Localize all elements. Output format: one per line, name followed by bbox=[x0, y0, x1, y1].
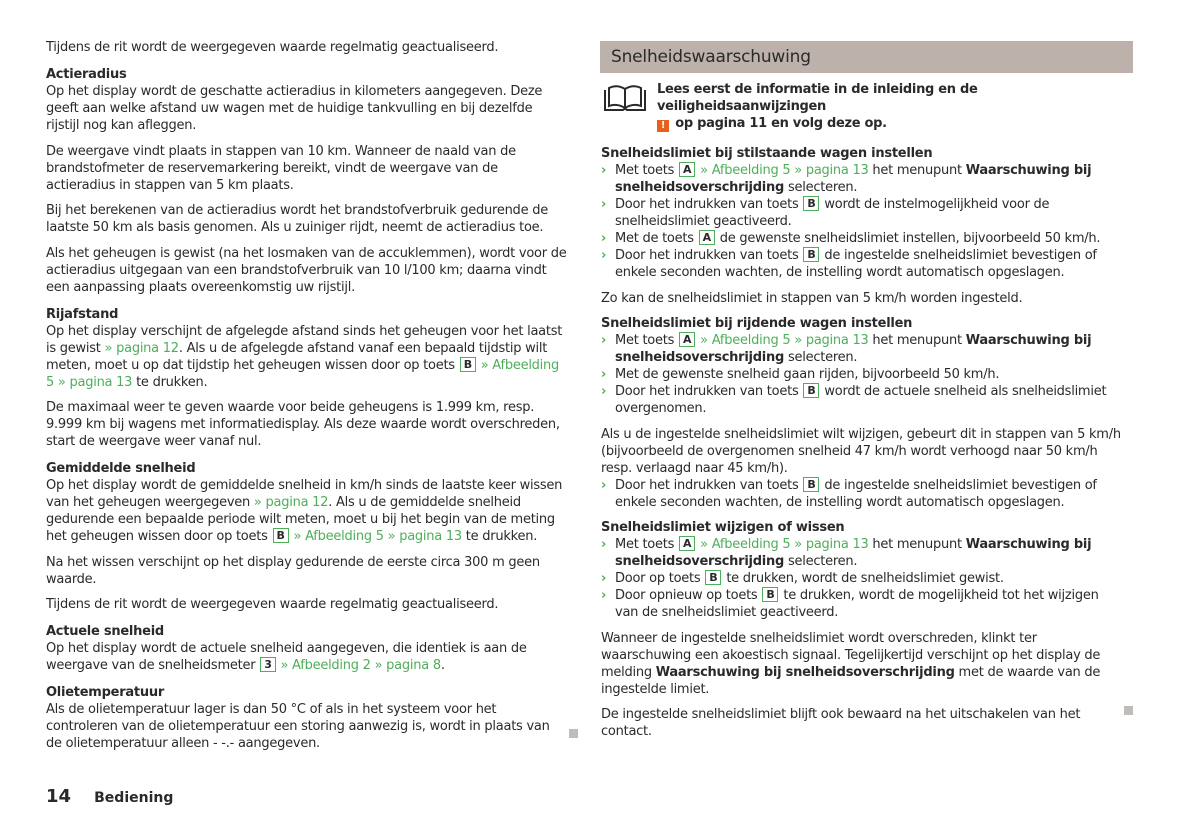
step-arrow-icon: › bbox=[601, 333, 607, 348]
step-item: › Door op toets B te drukken, wordt de snelheidslimiet gewist. bbox=[601, 571, 1004, 586]
paragraph: Op het display wordt de geschatte actieradius in kilometers aangegeven. Deze geeft aan welke afstand uw wagen met de huidige tankvulling en bij dezelfde rijstijl nog kan afleggen. bbox=[46, 84, 543, 133]
intro-paragraph: Tijdens de rit wordt de weergegeven waarde regelmatig geactualiseerd. bbox=[46, 40, 499, 55]
step-arrow-icon: › bbox=[601, 537, 607, 552]
step-arrow-icon: › bbox=[601, 197, 607, 212]
key-badge: B bbox=[803, 196, 819, 211]
step-arrow-icon: › bbox=[601, 231, 607, 246]
key-badge: B bbox=[803, 247, 819, 262]
text: . Als u de afgelegde afstand vanaf een bepaald tijdstip wilt meten, moet u op dat tijdstip het geheugen wissen door op toets bbox=[46, 340, 548, 373]
paragraph bbox=[46, 323, 568, 391]
section-title-bar bbox=[600, 41, 1133, 73]
heading-rijdend: Snelheidslimiet bij rijdende wagen instellen bbox=[601, 316, 913, 331]
text: Op het display verschijnt de afgelegde afstand sinds het geheugen voor het laatst is gewist bbox=[46, 323, 563, 356]
paragraph bbox=[46, 477, 568, 545]
section-wijzigen bbox=[601, 519, 1123, 740]
step-item: › Met de gewenste snelheid gaan rijden, bijvoorbeeld 50 km/h. bbox=[601, 367, 1000, 382]
step-arrow-icon: › bbox=[601, 163, 607, 178]
step-item: › Door het indrukken van toets B de ingestelde snelheidslimiet bevestigen of enkele seconden wachten, de instelling wordt automatisch opgeslagen. bbox=[601, 248, 1097, 280]
section-actieradius bbox=[46, 66, 568, 296]
key-badge: A bbox=[679, 162, 695, 177]
heading-stilstaand: Snelheidslimiet bij stilstaande wagen instellen bbox=[601, 146, 933, 161]
step-item: › Door het indrukken van toets B wordt de actuele snelheid als snelheidslimiet overgenomen. bbox=[601, 384, 1107, 416]
chapter-title: Bediening bbox=[94, 790, 174, 806]
key-badge: A bbox=[699, 230, 715, 245]
paragraph: Als u de ingestelde snelheidslimiet wilt wijzigen, gebeurt dit in stappen van 5 km/h (bijvoorbeeld de overgenomen snelheid 47 km/h wordt verhoogd naar 50 km/h resp. verlaagd naar 45 km/h). bbox=[601, 426, 1121, 476]
heading-gemiddelde-snelheid: Gemiddelde snelheid bbox=[46, 461, 196, 476]
paragraph: Tijdens de rit wordt de weergegeven waarde regelmatig geactualiseerd. bbox=[46, 597, 499, 612]
section-end-marker bbox=[1124, 706, 1133, 715]
key-badge: A bbox=[679, 332, 695, 347]
safety-notice bbox=[601, 81, 1123, 132]
page-number: 14 bbox=[46, 786, 72, 807]
paragraph: Als het geheugen is gewist (na het losmaken van de accuklemmen), wordt voor de actieradius uitgegaan van een brandstofverbruik van 10 l/100 km; daarna vindt een aanpassing plaats overeenkomstig uw rijstijl. bbox=[46, 245, 567, 295]
section-rijafstand bbox=[46, 306, 568, 451]
section-rijdend bbox=[601, 315, 1123, 511]
left-column bbox=[46, 39, 568, 761]
step-item: › Door opnieuw op toets B te drukken, wordt de mogelijkheid tot het wijzigen van de snelheidslimiet geactiveerd. bbox=[601, 588, 1099, 620]
paragraph: De maximaal weer te geven waarde voor beide geheugens is 1.999 km, resp. 9.999 km bij wagens met informatiedisplay. Als deze waarde wordt overschreden, start de weergave weer vanaf nul. bbox=[46, 400, 560, 449]
paragraph: De weergave vindt plaats in stappen van 10 km. Wanneer de naald van de brandstofmeter de reservemarkering bereikt, vindt de weergave van de actieradius in stappen van 5 km plaats. bbox=[46, 143, 516, 193]
paragraph: De ingestelde snelheidslimiet blijft ook bewaard na het uitschakelen van het contact. bbox=[601, 707, 1081, 739]
paragraph: Na het wissen verschijnt op het display gedurende de eerste circa 300 m geen waarde. bbox=[46, 554, 540, 587]
text: . Als u de gemiddelde snelheid gedurende een bepaalde periode wilt meten, moet u bij het begin van de meting het geheugen wissen door op toets bbox=[46, 495, 555, 544]
text: Op het display wordt de actuele snelheid aangegeven, die identiek is aan de weergave van de snelheidsmeter bbox=[46, 641, 527, 673]
section-gemiddelde-snelheid bbox=[46, 460, 568, 613]
paragraph: Zo kan de snelheidslimiet in stappen van 5 km/h worden ingesteld. bbox=[601, 290, 1023, 306]
figure-link[interactable]: » Afbeelding 5 » pagina 13 bbox=[696, 537, 869, 552]
key-badge: B bbox=[803, 383, 819, 398]
notice-line-1: Lees eerst de informatie in de inleiding en de veiligheidsaanwijzingen bbox=[657, 82, 978, 114]
key-badge: A bbox=[679, 536, 695, 551]
text: te drukken. bbox=[132, 374, 208, 390]
heading-rijafstand: Rijafstand bbox=[46, 306, 119, 322]
paragraph: Bij het berekenen van de actieradius wordt het brandstofverbruik gedurende de laatste 50 km als basis genomen. Als u zuiniger rijdt, neemt de actieradius toe. bbox=[46, 203, 548, 235]
key-badge: B bbox=[705, 570, 721, 585]
heading-actuele-snelheid: Actuele snelheid bbox=[46, 624, 164, 639]
step-arrow-icon: › bbox=[601, 477, 607, 493]
step-arrow-icon: › bbox=[601, 571, 607, 586]
step-item: › Met toets A » Afbeelding 5 » pagina 13 het menupunt Waarschuwing bij snelheidsoverschrijding selecteren. bbox=[601, 537, 1092, 569]
step-arrow-icon: › bbox=[601, 248, 607, 263]
paragraph bbox=[46, 640, 568, 674]
section-stilstaand bbox=[601, 145, 1123, 307]
step-item: › Met toets A » Afbeelding 5 » pagina 13 het menupunt Waarschuwing bij snelheidsoverschrijding selecteren. bbox=[601, 163, 1092, 195]
figure-link[interactable]: » Afbeelding 5 » pagina 13 bbox=[46, 357, 560, 390]
book-icon bbox=[603, 84, 647, 117]
step-item: › Met toets A » Afbeelding 5 » pagina 13 het menupunt Waarschuwing bij snelheidsoverschrijding selecteren. bbox=[601, 333, 1092, 365]
key-badge: B bbox=[273, 528, 289, 543]
step-arrow-icon: › bbox=[601, 384, 607, 399]
right-column bbox=[601, 41, 1123, 749]
page-link[interactable]: » pagina 12 bbox=[104, 340, 179, 356]
step-item: › Door het indrukken van toets B de ingestelde snelheidslimiet bevestigen of enkele seconden wachten, de instelling wordt automatisch opgeslagen. bbox=[601, 477, 1097, 510]
step-arrow-icon: › bbox=[601, 367, 607, 382]
section-end-marker bbox=[569, 729, 578, 738]
step-item: › Door het indrukken van toets B wordt de instelmogelijkheid voor de snelheidslimiet geactiveerd. bbox=[601, 197, 1050, 229]
page-link[interactable]: » pagina 12 bbox=[253, 495, 329, 510]
text: . bbox=[440, 658, 445, 673]
paragraph: Als de olietemperatuur lager is dan 50 °C of als in het systeem voor het controleren van de olietemperatuur een storing aanwezig is, wordt in plaats van de olietemperatuur alleen - -.- aangegeven. bbox=[46, 702, 550, 751]
text: te drukken. bbox=[461, 529, 538, 544]
section-olietemperatuur bbox=[46, 684, 568, 752]
key-badge: 3 bbox=[260, 657, 275, 672]
figure-link[interactable]: » Afbeelding 5 » pagina 13 bbox=[696, 333, 869, 348]
step-item: › Met de toets A de gewenste snelheidslimiet instellen, bijvoorbeeld 50 km/h. bbox=[601, 231, 1101, 246]
heading-actieradius: Actieradius bbox=[46, 67, 127, 82]
heading-wijzigen: Snelheidslimiet wijzigen of wissen bbox=[601, 520, 845, 535]
step-arrow-icon: › bbox=[601, 588, 607, 603]
paragraph: Wanneer de ingestelde snelheidslimiet wordt overschreden, klinkt ter waarschuwing een akoestisch signaal. Tegelijkertijd verschijnt op het display de melding Waarschuwing bij snelheidsoverschrijding met de waarde van de ingestelde limiet. bbox=[601, 630, 1101, 697]
figure-link[interactable]: » Afbeelding 5 » pagina 13 bbox=[289, 529, 462, 544]
section-actuele-snelheid bbox=[46, 623, 568, 674]
notice-line-2 bbox=[657, 115, 1123, 132]
key-badge: B bbox=[803, 477, 819, 492]
figure-link[interactable]: » Afbeelding 2 » pagina 8 bbox=[276, 658, 441, 673]
key-badge: B bbox=[460, 357, 476, 372]
figure-link[interactable]: » Afbeelding 5 » pagina 13 bbox=[696, 163, 869, 178]
heading-olietemperatuur: Olietemperatuur bbox=[46, 685, 165, 700]
warning-icon: ! bbox=[657, 120, 669, 132]
text: op pagina 11 en volg deze op. bbox=[671, 116, 887, 131]
page-footer bbox=[46, 788, 173, 807]
text: Op het display wordt de gemiddelde snelheid in km/h sinds de laatste keer wissen van het geheugen weergegeven bbox=[46, 478, 563, 510]
section-title: Snelheidswaarschuwing bbox=[611, 47, 811, 67]
key-badge: B bbox=[762, 587, 778, 602]
